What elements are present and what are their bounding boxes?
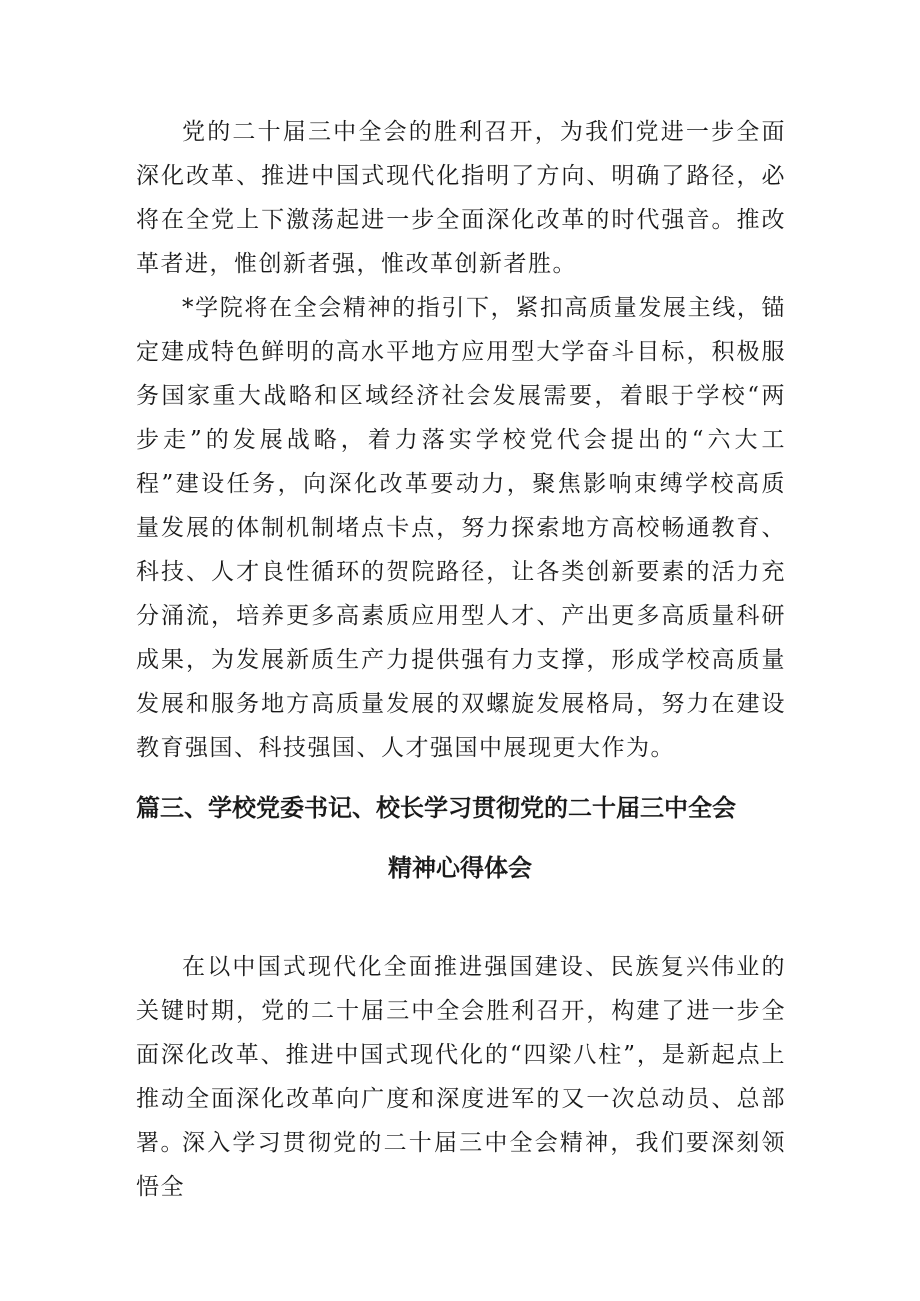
section-title-line-2: 精神心得体会 xyxy=(388,854,532,882)
body-paragraph: 在以中国式现代化全面推进强国建设、民族复兴伟业的关键时期，党的二十届三中全会胜利召开，构建了进一步全面深化改革、推进中国式现代化的“四梁八柱”，是新起点上推动全面深化改革向广度和深度进军的又一次总动员、总部署。 xyxy=(136,954,786,1156)
section-title-line-1: 篇三、学校党委书记、校长学习贯彻党的二十届三中全会 xyxy=(136,794,736,822)
body-paragraph: 党的二十届三中全会的胜利召开，为我们党进一步全面深化改革、推进中国式现代化指明了方向、明确了路径，必将在全党上下激荡起进一步全面深化改革的时代强音。推改革者进，惟创新者强，惟改革创新者胜。 xyxy=(136,119,786,277)
body-paragraph-partial: 深入学习贯彻党的二十届三中全会精神，我们要深刻领悟全 xyxy=(136,1130,786,1200)
body-paragraph: *学院将在全会精神的指引下，紧扣高质量发展主线，锚定建成特色鲜明的高水平地方应用型大学奋斗目标，积极服务国家重大战略和区域经济社会发展需要，着眼于学校“两步走”的发展战略，着力落实学校党代会提出的“六大工程”建设任务，向深化改革要动力，聚焦影响束缚学校高质量发展的体制机制堵点卡点，努力探索地方高校畅通教育、科技、人才良性循环的贺院路径，让各类创新要素的活力充分涌流，培养更多高素质应用型人才、产出更多高质量科研成果，为发展新质生产力提供强有力支撑，形成学校高质量发展和服务地方高质量发展的双螺旋发展格局，努力在建设教育强国、科技强国、人才强国中展现更大作为。 xyxy=(136,295,786,761)
